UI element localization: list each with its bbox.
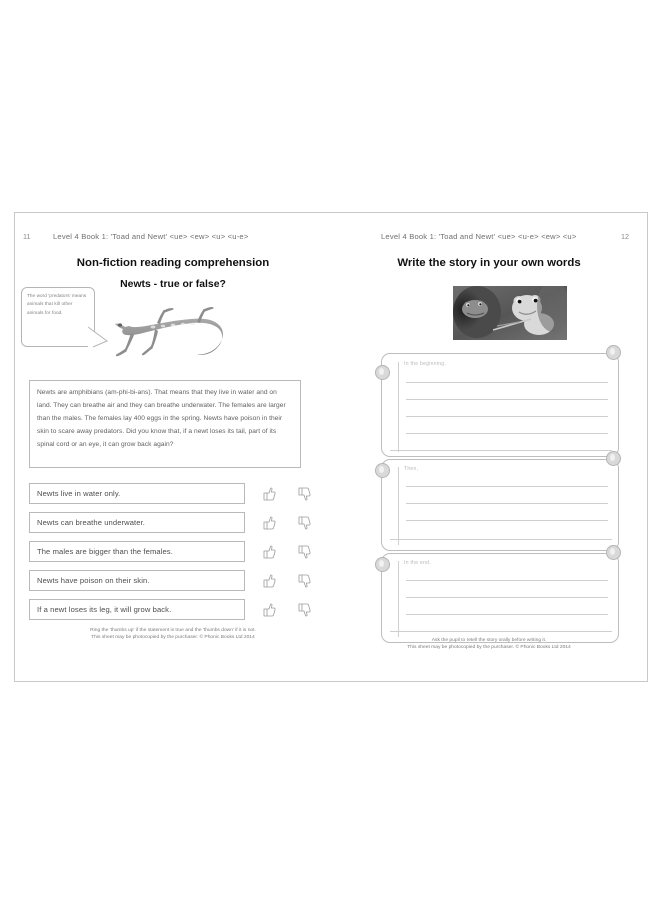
statement-text: Newts can breathe underwater. — [37, 518, 146, 527]
writing-line — [406, 520, 608, 521]
statement-box — [29, 483, 245, 504]
writing-line — [406, 597, 608, 598]
right-page-title: Write the story in your own words — [397, 257, 581, 269]
statement-row — [29, 483, 317, 504]
thumbs-up-icon[interactable] — [263, 603, 276, 617]
statement-row — [29, 541, 317, 562]
thumbs-up-icon[interactable] — [263, 516, 276, 530]
right-page-number: 12 — [621, 232, 629, 241]
writing-panel[interactable] — [381, 553, 619, 643]
writing-line — [406, 614, 608, 615]
writing-line — [390, 539, 612, 540]
worksheet-sheet — [14, 212, 648, 682]
binder-hole — [606, 545, 621, 560]
binder-hole — [606, 451, 621, 466]
statement-text: Newts have poison on their skin. — [37, 576, 150, 585]
thumbs-up-icon[interactable] — [263, 487, 276, 501]
reading-passage-text: Newts are amphibians (am-phi-bi-ans). That means that they live in water and on land. They can breathe air and they can breathe underwater. The females are larger than the males. The females lay 400 eggs in the spring. Newts have poison in their skin to scare away predators. Did you know that, if a newt loses its tail, part of its spinal cord or an eye, it can grow back again? — [37, 389, 286, 448]
speech-bubble-tail — [87, 325, 109, 349]
binder-hole — [606, 345, 621, 360]
statement-text: The males are bigger than the females. — [37, 547, 173, 556]
left-page-title: Non-fiction reading comprehension — [76, 257, 270, 269]
writing-line — [406, 486, 608, 487]
panel-margin-line — [398, 467, 399, 545]
speech-bubble-text: The word 'predators' means animals that kill other animals for food. — [27, 293, 87, 315]
writing-line — [406, 580, 608, 581]
writing-line — [406, 399, 608, 400]
binder-hole — [375, 463, 390, 478]
writing-panel-label: Then, — [404, 466, 419, 472]
left-footer-instruction: Ring the 'thumbs up' if the statement is true and the 'thumbs down' if it is not. — [90, 628, 256, 633]
reading-passage — [29, 380, 301, 468]
thumbs-down-icon[interactable] — [298, 545, 311, 559]
statement-row — [29, 570, 317, 591]
statement-box — [29, 570, 245, 591]
toad-and-newt-photo — [453, 286, 567, 340]
statement-box — [29, 599, 245, 620]
thumbs-down-icon[interactable] — [298, 603, 311, 617]
panel-margin-line — [398, 561, 399, 637]
thumbs-down-icon[interactable] — [298, 487, 311, 501]
binder-hole — [375, 557, 390, 572]
left-footer-copyright: This sheet may be photocopied by the purchaser. © Phonic Books Ltd 2014 — [91, 635, 255, 641]
thumbs-down-icon[interactable] — [298, 516, 311, 530]
left-page-subtitle: Newts - true or false? — [120, 279, 226, 290]
right-worksheet-page — [331, 213, 647, 681]
statement-box — [29, 512, 245, 533]
writing-line — [390, 631, 612, 632]
writing-panel-label: In the beginning, — [404, 361, 447, 367]
panel-margin-line — [398, 362, 399, 452]
left-worksheet-page — [15, 213, 331, 681]
thumbs-up-icon[interactable] — [263, 574, 276, 588]
right-page-footer — [331, 637, 647, 652]
right-page-header: Level 4 Book 1: 'Toad and Newt' <ue> <u-e> <ew> <u> — [381, 232, 577, 241]
left-page-header: Level 4 Book 1: 'Toad and Newt' <ue> <ew> <u> <u-e> — [53, 232, 249, 241]
writing-line — [406, 433, 608, 434]
binder-hole — [375, 365, 390, 380]
statement-row — [29, 599, 317, 620]
statement-row — [29, 512, 317, 533]
left-page-number: 11 — [23, 232, 31, 241]
writing-line — [406, 503, 608, 504]
thumbs-up-icon[interactable] — [263, 545, 276, 559]
statement-text: Newts live in water only. — [37, 489, 121, 498]
left-page-footer — [15, 627, 331, 642]
right-footer-instruction: Ask the pupil to retell the story orally before writing it. — [431, 638, 547, 643]
statement-box — [29, 541, 245, 562]
writing-line — [406, 416, 608, 417]
right-footer-copyright: This sheet may be photocopied by the purchaser. © Phonic Books Ltd 2014 — [407, 645, 571, 651]
writing-panel[interactable] — [381, 459, 619, 551]
writing-panel-label: In the end, — [404, 560, 431, 566]
speech-bubble — [21, 287, 95, 347]
thumbs-down-icon[interactable] — [298, 574, 311, 588]
statement-text: If a newt loses its leg, it will grow back. — [37, 605, 172, 614]
two-page-spread — [15, 213, 647, 681]
writing-panel[interactable] — [381, 353, 619, 457]
newt-illustration — [111, 293, 247, 365]
writing-line — [390, 450, 612, 451]
writing-line — [406, 382, 608, 383]
